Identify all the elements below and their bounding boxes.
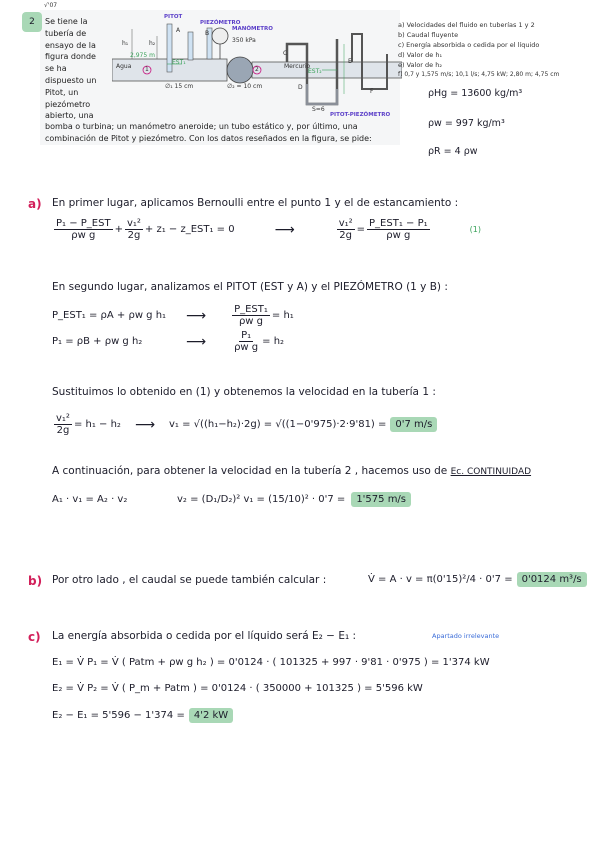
eq4-den: 2g bbox=[56, 425, 70, 436]
energy-diff-eq: E₂ − E₁ = 5'596 − 1'374 = bbox=[52, 710, 185, 721]
problem-line: tubería de bbox=[45, 28, 87, 38]
label-pitot-piezometro: PITOT-PIEZÓMETRO bbox=[330, 112, 391, 118]
pitot-piezometer-tube bbox=[352, 34, 387, 89]
eq1-res2-frac bbox=[367, 218, 430, 241]
eq2-res-num: P_EST₁ bbox=[234, 304, 268, 315]
eq1-res2-num: P_EST₁ − P₁ bbox=[369, 218, 428, 229]
eq3-res-den: ρw g bbox=[234, 342, 259, 353]
label-ptA: A bbox=[176, 27, 181, 34]
part-a-label: a) bbox=[28, 197, 42, 211]
bernoulli-equation: $\frac{\text{P₁ − P\_EST}}{\text{ρw g}}$ + $\frac{\text{v₁²}}{2g}$ + z₁ − z_EST₁ = 0 ⟶ $\frac{\text{v₁²}}{2g}$ = $\frac{\text{P\_EST₁ − P₁}}{\text{ρw g}}$ (1) bbox=[56, 218, 481, 241]
eq1-arrow: ⟶ bbox=[274, 221, 295, 238]
flow-equation bbox=[368, 572, 587, 587]
energy-2-equation: E₂ = V̇ P₂ = V̇ ( P_m + Patm ) = 0'0124 · ( 350000 + 101325 ) = 5'596 kW bbox=[52, 683, 423, 694]
eq3-left: P₁ = ρB + ρw g h₂ bbox=[52, 336, 143, 347]
problem-line: ensayo de la bbox=[45, 40, 96, 50]
eq5-mid: v₂ = (D₁/D₂)² v₁ = (15/10)² · 0'7 = bbox=[177, 494, 346, 505]
problem-line: figura donde bbox=[45, 52, 96, 62]
question-item: b) Caudal fluyente bbox=[398, 31, 459, 39]
continuity-link: Ec. CONTINUIDAD bbox=[450, 467, 532, 477]
eq1-tag: (1) bbox=[469, 225, 481, 234]
question-item: a) Velocidades del fluido en tuberías 1 y 2 bbox=[398, 21, 535, 29]
eq2-left: P_EST₁ = ρA + ρw g h₁ bbox=[52, 310, 167, 321]
eq4-num: v₁² bbox=[56, 413, 70, 424]
part-c-label: c) bbox=[28, 630, 41, 644]
label-d1: ∅₁ 15 cm bbox=[165, 83, 194, 90]
eq2-res-frac bbox=[232, 304, 270, 327]
eq2-res: = h₁ bbox=[271, 310, 294, 321]
problem-line: se ha bbox=[45, 64, 67, 74]
label-2975: 2,975 m bbox=[130, 52, 155, 59]
eq3-res-frac bbox=[232, 330, 260, 353]
problem-line: piezómetro bbox=[45, 99, 91, 109]
eq2-res-den: ρw g bbox=[238, 316, 264, 327]
question-item: c) Energía absorbida o cedida por el líquido bbox=[398, 41, 540, 49]
question-item: f) 0,7 y 1,575 m/s; 10,1 l/s; 4,75 kW; 2,80 m; 4,75 cm bbox=[398, 71, 560, 78]
question-item: d) Valor de h₁ bbox=[398, 51, 443, 59]
question-item: e) Valor de h₂ bbox=[398, 61, 442, 69]
problem-number: 2 bbox=[29, 17, 35, 27]
label-d2: ∅₂ = 10 cm bbox=[227, 83, 263, 90]
density-w: ρw = 997 kg/m³ bbox=[428, 118, 505, 129]
piezometer-tube bbox=[188, 32, 193, 60]
label-piezometro: PIEZÓMETRO bbox=[200, 20, 241, 26]
part-b-label: b) bbox=[28, 574, 43, 588]
eq1-left-den: ρw g bbox=[71, 230, 96, 241]
irrelevant-note: Apartado irrelevante bbox=[432, 632, 500, 640]
problem-line: Pitot, un bbox=[45, 87, 79, 97]
problem-line: Se tiene la bbox=[45, 17, 88, 26]
label-h2: h₂ bbox=[149, 40, 156, 47]
label-est2: EST₂ bbox=[308, 68, 322, 75]
pump bbox=[227, 57, 253, 83]
eq1-frac-v bbox=[125, 218, 143, 241]
flow-result: 0'0124 m³/s bbox=[517, 572, 587, 587]
label-est1: EST₁ bbox=[172, 59, 186, 66]
pitot-equation: P_EST₁ = ρA + ρw g h₁ ⟶ $\frac{\text{P\_EST₁}}{\text{ρw g}}$ = h₁ bbox=[52, 304, 294, 327]
velocity-2-result: 1'575 m/s bbox=[351, 492, 411, 507]
eq1-res2-den: ρw g bbox=[386, 230, 411, 241]
label-pressure: 350 kPa bbox=[232, 37, 256, 44]
problem-text bbox=[45, 16, 115, 122]
part-a-intro2: En segundo lugar, analizamos el PITOT (EST y A) y el PIEZÓMETRO (1 y B) : bbox=[52, 281, 448, 293]
label-ptC: C bbox=[283, 50, 288, 57]
questions-list bbox=[398, 20, 568, 80]
eq1-frac-p bbox=[54, 218, 113, 241]
label-h1: h₁ bbox=[122, 40, 129, 47]
label-agua: Agua bbox=[116, 63, 132, 70]
label-mercurio: Mercurio bbox=[284, 63, 311, 70]
problem-line: dispuesto un bbox=[45, 75, 97, 85]
eq4-mid: = h₁ − h₂ bbox=[73, 419, 121, 430]
eq4-frac bbox=[54, 413, 72, 436]
corner-note: √'07 bbox=[44, 2, 58, 9]
density-hg: ρHg = 13600 kg/m³ bbox=[428, 88, 523, 99]
velocity-1-result: 0'7 m/s bbox=[390, 417, 437, 432]
problem-text-tail: bomba o turbina; un manómetro aneroide; un tubo estático y, por último, una combinación de Pitot y piezómetro. Con los datos reseñados en la figura, se pide: bbox=[45, 122, 372, 143]
part-a-intro3: Sustituimos lo obtenido en (1) y obtenemos la velocidad en la tubería 1 : bbox=[52, 386, 436, 398]
label-pt2: 2 bbox=[255, 66, 259, 73]
eq1-v-num: v₁² bbox=[126, 218, 141, 229]
problem-number-badge bbox=[22, 12, 42, 32]
flow-eq: V̇ = A · v = π(0'15)²/4 · 0'7 = bbox=[368, 574, 513, 585]
eq5-left: A₁ · v₁ = A₂ · v₂ bbox=[52, 494, 128, 505]
part-a-intro4 bbox=[52, 465, 531, 477]
label-ptB: B bbox=[205, 30, 210, 37]
continuity-equation bbox=[52, 492, 411, 507]
eq1-mid: + z₁ − z_EST₁ = 0 bbox=[144, 224, 235, 235]
piezometer-equation: P₁ = ρB + ρw g h₂ ⟶ $\frac{\text{P₁}}{\text{ρw g}}$ = h₂ bbox=[52, 330, 285, 353]
energy-1-equation: E₁ = V̇ P₁ = V̇ ( Patm + ρw g h₂ ) = 0'0124 · ( 101325 + 997 · 9'81 · 0'975 ) = 1'374 kW bbox=[52, 657, 490, 668]
part-c-text: La energía absorbida o cedida por el líquido será E₂ − E₁ : bbox=[52, 630, 357, 642]
energy-result: 4'2 kW bbox=[189, 708, 233, 723]
eq1-res-num: v₁² bbox=[338, 218, 353, 229]
eq3-res: = h₂ bbox=[262, 336, 285, 347]
label-pt1: 1 bbox=[145, 66, 149, 73]
velocity-1-equation: $\frac{\text{v₁²}}{2g}$ = h₁ − h₂ ⟶ v₁ = √((h₁−h₂)·2g) = √((1−0'975)·2·9'81) = 0'7 m/s bbox=[52, 413, 437, 436]
label-ptE: E bbox=[348, 58, 352, 65]
eq1-res-frac bbox=[337, 218, 355, 241]
eq1-v-den: 2g bbox=[127, 230, 141, 241]
energy-diff-equation bbox=[52, 708, 233, 723]
eq4-sol: v₁ = √((h₁−h₂)·2g) = √((1−0'975)·2·9'81) = bbox=[169, 419, 387, 430]
part-b-text: Por otro lado , el caudal se puede también calcular : bbox=[52, 574, 327, 586]
density-r: ρR = 4 ρw bbox=[428, 146, 478, 157]
eq1-res-den: 2g bbox=[339, 230, 353, 241]
label-s6: S=6 bbox=[312, 106, 325, 113]
manometer bbox=[212, 28, 228, 44]
eq1-left-num: P₁ − P_EST bbox=[56, 218, 111, 229]
label-ptD: D bbox=[298, 84, 303, 91]
label-manometro: MANÓMETRO bbox=[232, 26, 273, 32]
problem-line: abierto, una bbox=[45, 111, 94, 121]
part-a-intro4-text: A continuación, para obtener la velocidad en la tubería 2 , hacemos uso de bbox=[52, 465, 448, 477]
part-a-intro: En primer lugar, aplicamos Bernoulli entre el punto 1 y el de estancamiento : bbox=[52, 197, 459, 209]
eq3-res-num: P₁ bbox=[241, 330, 252, 341]
label-ptF: F bbox=[370, 88, 374, 95]
label-pitot: PITOT bbox=[164, 14, 183, 20]
